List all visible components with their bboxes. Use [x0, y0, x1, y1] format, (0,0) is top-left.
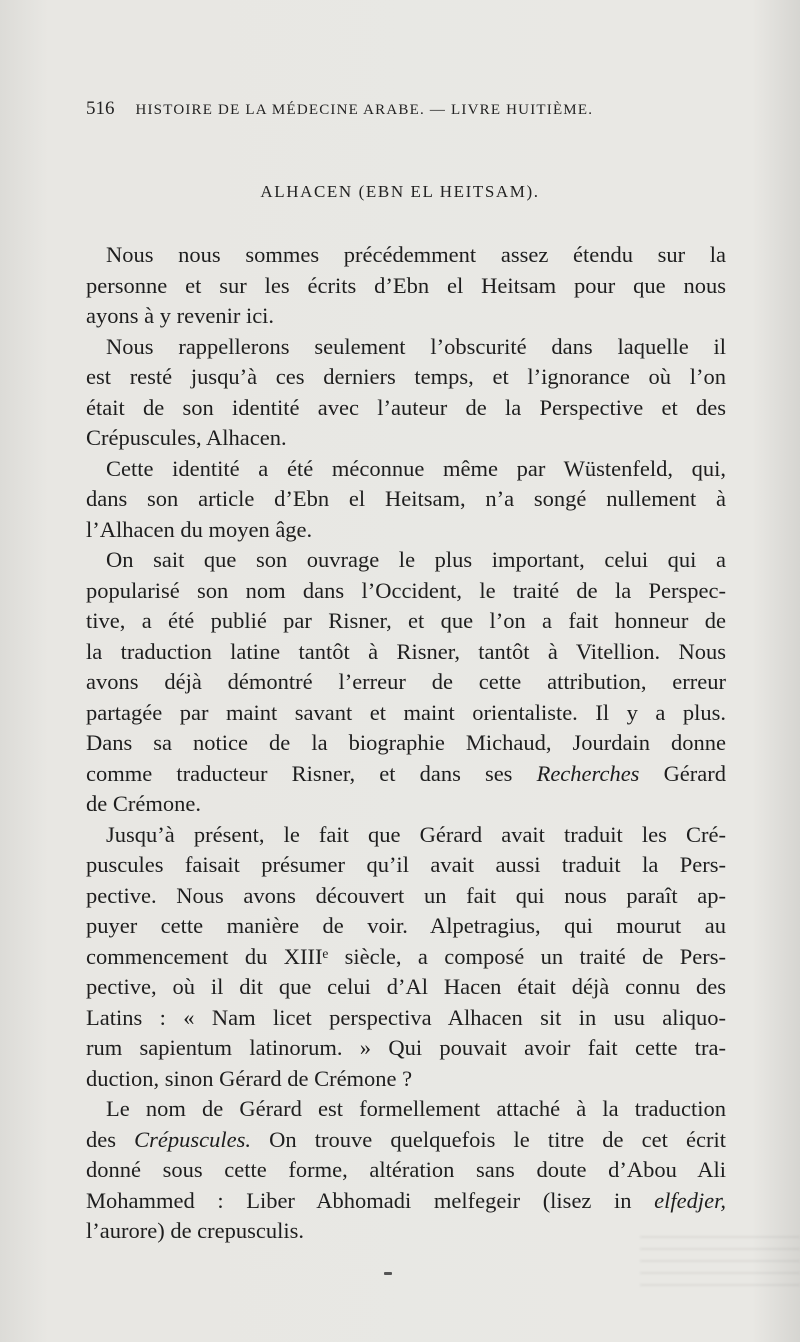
text-line: partagée par maint savant et maint orientaliste. Il y a plus. — [86, 699, 726, 725]
text-line: Nous nous sommes précédemment assez étendu sur la — [106, 242, 726, 267]
text-line: Dans sa notice de la biographie Michaud, Jourdain donne — [86, 730, 726, 755]
text-segment: comme traducteur Risner, et dans ses — [86, 760, 513, 786]
body-text — [86, 240, 726, 1247]
italic-elfedjer: elfedjer, — [654, 1187, 726, 1213]
text-line: pective. Nous avons découvert un fait qui nous paraît ap- — [86, 882, 726, 908]
text-line: Nous rappellerons seulement l’obscurité dans laquelle il — [106, 333, 726, 359]
italic-crepuscules: Crépuscules. — [134, 1126, 252, 1152]
text-line: duction, sinon Gérard de Crémone ? — [86, 1065, 413, 1091]
show-through-text — [640, 1226, 800, 1286]
text-line: personne et sur les écrits d’Ebn el Heitsam pour que nous — [86, 272, 726, 298]
text-line: avons déjà démontré l’erreur de cette attribution, erreur — [86, 669, 726, 694]
text-line: On sait que son ouvrage le plus important, celui qui a — [106, 547, 726, 572]
text-line: Jusqu’à présent, le fait que Gérard avait traduit les Cré- — [106, 821, 726, 847]
text-line: Latins : « Nam licet perspectiva Alhacen sit in usu aliquo- — [86, 1004, 726, 1030]
text-line: ayons à y revenir ici. — [86, 303, 275, 328]
running-title: HISTOIRE DE LA MÉDECINE ARABE. — LIVRE HUITIÈME. — [135, 102, 594, 118]
text-line: puscules faisait présumer qu’il avait aussi traduit la Pers- — [86, 852, 726, 877]
text-line: de Crémone. — [86, 791, 201, 816]
text-line: popularisé son nom dans l’Occident, le traité de la Perspec- — [86, 577, 726, 603]
text-line: l’Alhacen du moyen âge. — [86, 516, 313, 542]
text-segment: Mohammed : Liber Abhomadi melfegeir (lisez in — [86, 1187, 632, 1213]
text-line-mixed — [86, 1186, 726, 1217]
print-mark — [384, 1272, 392, 1275]
text-line: tive, a été publié par Risner, et que l’on a fait honneur de — [86, 608, 726, 633]
text-line: la traduction latine tantôt à Risner, tantôt à Vitellion. Nous — [86, 638, 726, 664]
text-line: Cette identité a été méconnue même par Wüstenfeld, qui, — [106, 455, 726, 481]
text-line: Le nom de Gérard est formellement attaché à la traduction — [106, 1096, 726, 1121]
text-line: était de son identité avec l’auteur de la Perspective et des — [86, 394, 726, 420]
running-header — [86, 98, 786, 120]
text-line: Crépuscules, Alhacen. — [86, 425, 287, 450]
text-line-mixed — [86, 759, 726, 790]
text-line: rum sapientum latinorum. » Qui pouvait avoir fait cette tra- — [86, 1035, 726, 1060]
text-line: dans son article d’Ebn el Heitsam, n’a songé nullement à — [86, 486, 726, 511]
text-line-mixed — [86, 1125, 726, 1156]
section-title: ALHACEN (EBN EL HEITSAM). — [260, 182, 540, 201]
text-segment: On trouve quelquefois le titre de cet écrit — [269, 1126, 726, 1152]
text-line: pective, où il dit que celui d’Al Hacen était déjà connu des — [86, 974, 726, 999]
text-line: puyer cette manière de voir. Alpetragius, qui mourut au — [86, 913, 726, 938]
text-segment: des — [86, 1126, 116, 1152]
text-line: commencement du XIIIᵉ siècle, a composé un traité de Pers- — [86, 943, 726, 969]
italic-recherches: Recherches — [536, 760, 640, 786]
text-line: est resté jusqu’à ces derniers temps, et l’ignorance où l’on — [86, 364, 726, 389]
text-line: donné sous cette forme, altération sans doute d’Abou Ali — [86, 1157, 726, 1182]
page-number: 516 — [86, 98, 115, 119]
text-segment: Gérard — [663, 760, 727, 786]
text-line: l’aurore) de crepusculis. — [86, 1218, 305, 1243]
